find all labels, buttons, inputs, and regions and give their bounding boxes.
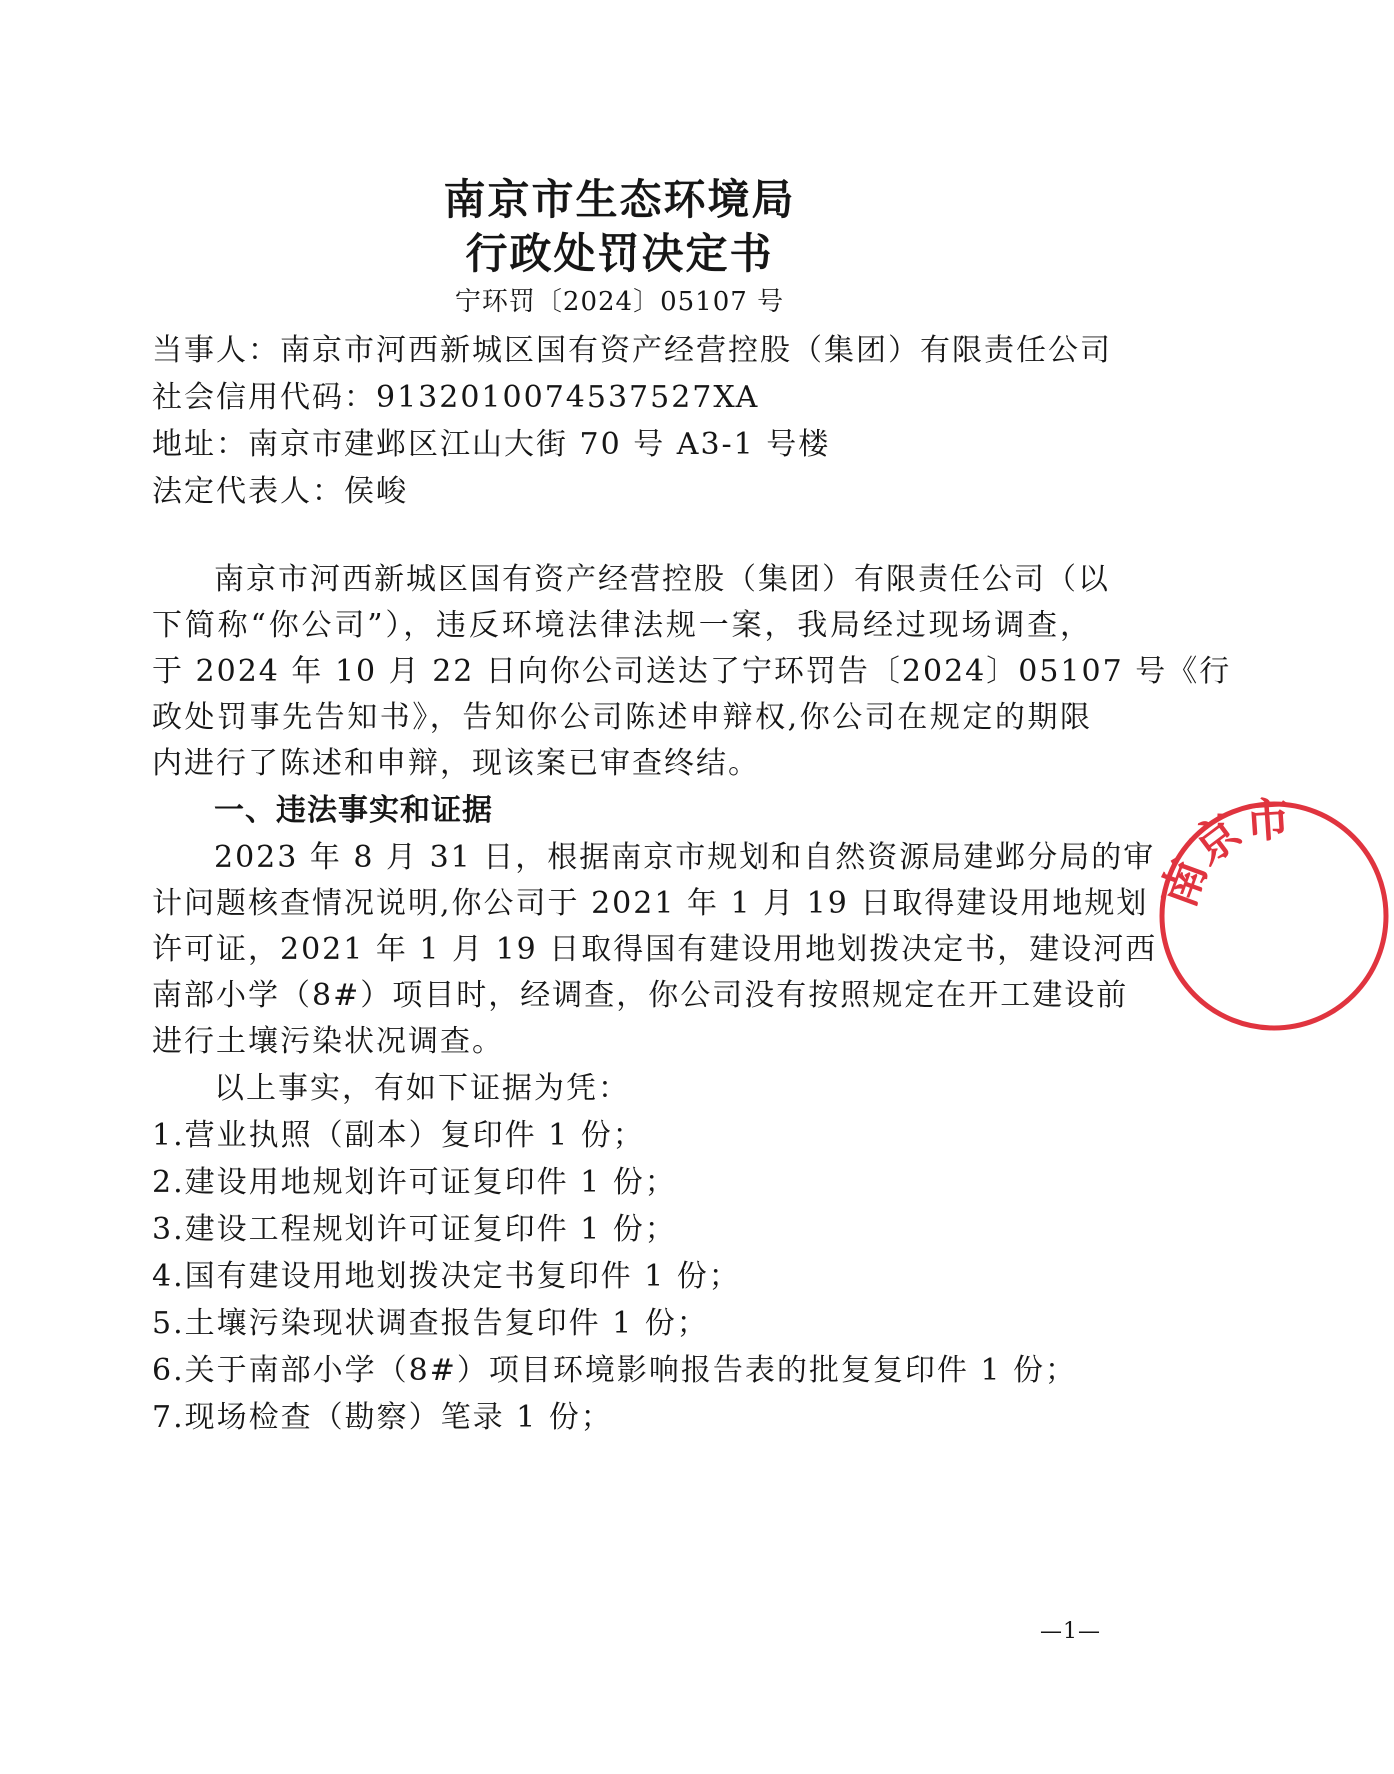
credit-code-line: 社会信用代码：9132010074537527XA <box>152 380 760 415</box>
intro-paragraph-line: 下简称“你公司”），违反环境法律法规一案，我局经过现场调查， <box>152 608 1092 643</box>
agency-title: 南京市生态环境局 <box>443 175 796 224</box>
evidence-item: 4.国有建设用地划拨决定书复印件 1 份； <box>152 1259 741 1294</box>
facts-paragraph-line: 南部小学（8#）项目时，经调查，你公司没有按照规定在开工建设前 <box>152 978 1129 1013</box>
evidence-intro: 以上事实，有如下证据为凭： <box>214 1071 630 1106</box>
evidence-item: 5.土壤污染现状调查报告复印件 1 份； <box>152 1306 709 1341</box>
document-type-title: 行政处罚决定书 <box>465 229 774 278</box>
seal-graphic <box>1154 796 1394 1036</box>
facts-paragraph-line: 许可证，2021 年 1 月 19 日取得国有建设用地划拨决定书，建设河西 <box>152 932 1158 967</box>
party-name-line: 当事人：南京市河西新城区国有资产经营控股（集团）有限责任公司 <box>152 333 1112 368</box>
facts-paragraph-line: 进行土壤污染状况调查。 <box>152 1024 504 1059</box>
seal-lettering: 南京市 <box>1154 796 1293 914</box>
intro-paragraph-line: 南京市河西新城区国有资产经营控股（集团）有限责任公司（以 <box>214 562 1110 597</box>
evidence-item: 3.建设工程规划许可证复印件 1 份； <box>152 1212 677 1247</box>
facts-paragraph-line: 2023 年 8 月 31 日，根据南京市规划和自然资源局建邺分局的审 <box>214 840 1156 875</box>
evidence-item: 1.营业执照（副本）复印件 1 份； <box>152 1118 645 1153</box>
document-number: 宁环罚〔2024〕05107 号 <box>454 287 785 317</box>
page-number: —1— <box>1040 1619 1101 1644</box>
address-line: 地址：南京市建邺区江山大街 70 号 A3-1 号楼 <box>152 427 831 462</box>
evidence-item: 6.关于南部小学（8#）项目环境影响报告表的批复复印件 1 份； <box>152 1353 1078 1388</box>
intro-paragraph-line: 政处罚事先告知书》，告知你公司陈述申辩权,你公司在规定的期限 <box>152 700 1092 735</box>
evidence-item: 2.建设用地规划许可证复印件 1 份； <box>152 1165 677 1200</box>
official-seal <box>1154 796 1394 1036</box>
intro-paragraph-line: 于 2024 年 10 月 22 日向你公司送达了宁环罚告〔2024〕05107 号《行 <box>152 654 1232 689</box>
facts-paragraph-line: 计问题核查情况说明,你公司于 2021 年 1 月 19 日取得建设用地规划 <box>152 886 1149 921</box>
intro-paragraph-line: 内进行了陈述和申辩，现该案已审查终结。 <box>152 746 760 781</box>
legal-representative-line: 法定代表人：侯峻 <box>152 474 408 509</box>
evidence-item: 7.现场检查（勘察）笔录 1 份； <box>152 1400 613 1435</box>
section-heading-facts: 一、违法事实和证据 <box>214 793 493 828</box>
